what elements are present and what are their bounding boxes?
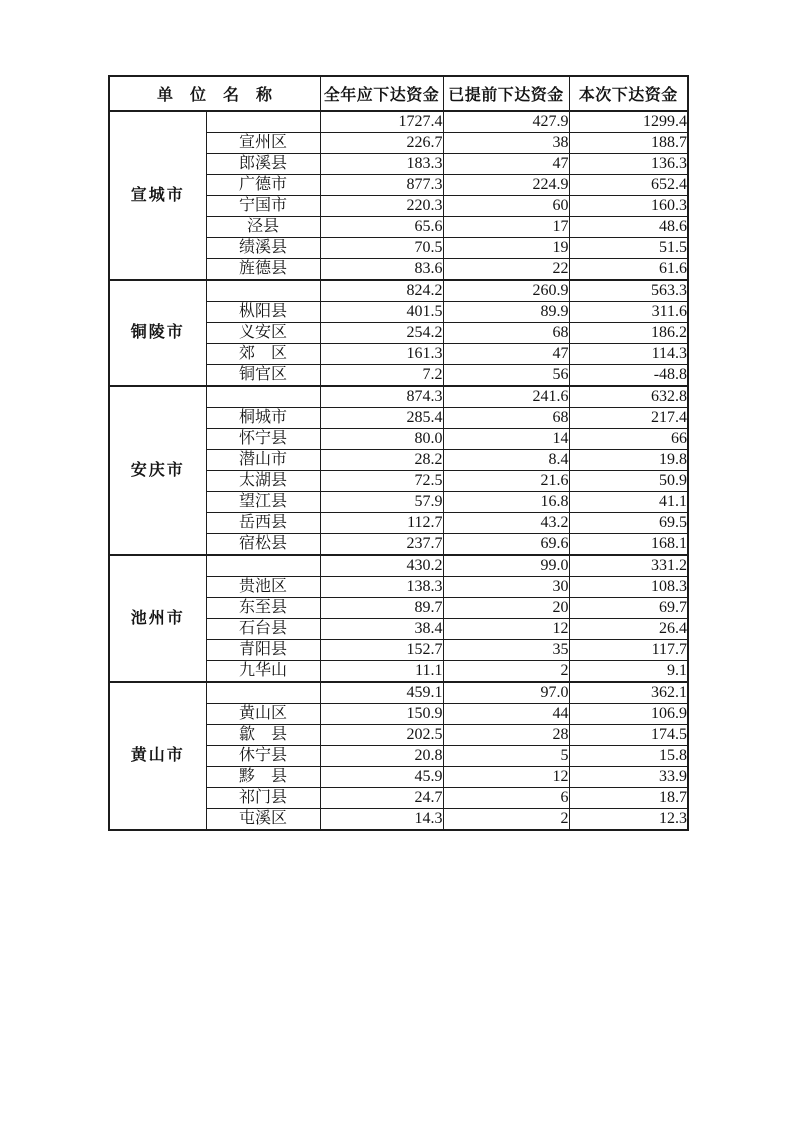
annual-funds-cell: 285.4: [320, 408, 443, 429]
annual-funds-cell: 874.3: [320, 386, 443, 408]
district-cell: [206, 280, 320, 302]
district-cell: 休宁县: [206, 746, 320, 767]
current-issue-funds-cell: 33.9: [569, 767, 688, 788]
annual-funds-cell: 70.5: [320, 238, 443, 259]
current-issue-funds-cell: 136.3: [569, 154, 688, 175]
district-cell: 黟 县: [206, 767, 320, 788]
group-summary-row: [109, 386, 688, 408]
current-issue-funds-cell: 9.1: [569, 661, 688, 683]
current-issue-funds-cell: 186.2: [569, 323, 688, 344]
pre-issued-funds-cell: 30: [443, 577, 569, 598]
current-issue-funds-cell: 19.8: [569, 450, 688, 471]
group-summary-row: [109, 682, 688, 704]
current-issue-funds-cell: 69.7: [569, 598, 688, 619]
table-header: [109, 76, 688, 111]
annual-funds-cell: 152.7: [320, 640, 443, 661]
annual-funds-cell: 14.3: [320, 809, 443, 831]
current-issue-funds-cell: 168.1: [569, 534, 688, 556]
district-cell: 宣州区: [206, 133, 320, 154]
current-issue-funds-cell: 66: [569, 429, 688, 450]
annual-funds-cell: 1727.4: [320, 111, 443, 133]
pre-issued-funds-cell: 97.0: [443, 682, 569, 704]
pre-issued-funds-cell: 2: [443, 661, 569, 683]
annual-funds-cell: 65.6: [320, 217, 443, 238]
district-cell: 绩溪县: [206, 238, 320, 259]
annual-funds-cell: 877.3: [320, 175, 443, 196]
pre-issued-funds-cell: 22: [443, 259, 569, 281]
district-cell: 怀宁县: [206, 429, 320, 450]
district-cell: 潜山市: [206, 450, 320, 471]
header-unit-name: 单 位 名 称: [109, 76, 320, 111]
pre-issued-funds-cell: 38: [443, 133, 569, 154]
district-cell: [206, 555, 320, 577]
annual-funds-cell: 430.2: [320, 555, 443, 577]
pre-issued-funds-cell: 241.6: [443, 386, 569, 408]
district-cell: [206, 682, 320, 704]
district-cell: 石台县: [206, 619, 320, 640]
district-cell: 义安区: [206, 323, 320, 344]
current-issue-funds-cell: 362.1: [569, 682, 688, 704]
district-cell: [206, 111, 320, 133]
district-cell: 贵池区: [206, 577, 320, 598]
annual-funds-cell: 150.9: [320, 704, 443, 725]
pre-issued-funds-cell: 68: [443, 323, 569, 344]
pre-issued-funds-cell: 224.9: [443, 175, 569, 196]
header-current-issue: 本次下达资金: [569, 76, 688, 111]
group-summary-row: [109, 280, 688, 302]
annual-funds-cell: 401.5: [320, 302, 443, 323]
header-annual-due: 全年应下达资金: [320, 76, 443, 111]
district-cell: 祁门县: [206, 788, 320, 809]
annual-funds-cell: 161.3: [320, 344, 443, 365]
annual-funds-cell: 72.5: [320, 471, 443, 492]
pre-issued-funds-cell: 89.9: [443, 302, 569, 323]
annual-funds-cell: 57.9: [320, 492, 443, 513]
annual-funds-cell: 83.6: [320, 259, 443, 281]
current-issue-funds-cell: 652.4: [569, 175, 688, 196]
district-cell: 枞阳县: [206, 302, 320, 323]
annual-funds-cell: 38.4: [320, 619, 443, 640]
pre-issued-funds-cell: 56: [443, 365, 569, 387]
annual-funds-cell: 220.3: [320, 196, 443, 217]
pre-issued-funds-cell: 20: [443, 598, 569, 619]
current-issue-funds-cell: 114.3: [569, 344, 688, 365]
annual-funds-cell: 183.3: [320, 154, 443, 175]
current-issue-funds-cell: 1299.4: [569, 111, 688, 133]
current-issue-funds-cell: 26.4: [569, 619, 688, 640]
current-issue-funds-cell: 15.8: [569, 746, 688, 767]
pre-issued-funds-cell: 44: [443, 704, 569, 725]
current-issue-funds-cell: 217.4: [569, 408, 688, 429]
current-issue-funds-cell: 41.1: [569, 492, 688, 513]
current-issue-funds-cell: 108.3: [569, 577, 688, 598]
annual-funds-cell: 28.2: [320, 450, 443, 471]
district-cell: 东至县: [206, 598, 320, 619]
district-cell: 宿松县: [206, 534, 320, 556]
district-cell: 望江县: [206, 492, 320, 513]
pre-issued-funds-cell: 60: [443, 196, 569, 217]
annual-funds-cell: 20.8: [320, 746, 443, 767]
header-row: [109, 76, 688, 111]
pre-issued-funds-cell: 6: [443, 788, 569, 809]
district-cell: 青阳县: [206, 640, 320, 661]
current-issue-funds-cell: 117.7: [569, 640, 688, 661]
pre-issued-funds-cell: 43.2: [443, 513, 569, 534]
pre-issued-funds-cell: 47: [443, 344, 569, 365]
district-cell: 太湖县: [206, 471, 320, 492]
annual-funds-cell: 138.3: [320, 577, 443, 598]
district-cell: 铜官区: [206, 365, 320, 387]
current-issue-funds-cell: -48.8: [569, 365, 688, 387]
pre-issued-funds-cell: 17: [443, 217, 569, 238]
group-summary-row: [109, 555, 688, 577]
current-issue-funds-cell: 563.3: [569, 280, 688, 302]
city-cell: 池州市: [109, 555, 206, 682]
pre-issued-funds-cell: 19: [443, 238, 569, 259]
pre-issued-funds-cell: 14: [443, 429, 569, 450]
pre-issued-funds-cell: 16.8: [443, 492, 569, 513]
district-cell: 黄山区: [206, 704, 320, 725]
current-issue-funds-cell: 160.3: [569, 196, 688, 217]
annual-funds-cell: 45.9: [320, 767, 443, 788]
current-issue-funds-cell: 106.9: [569, 704, 688, 725]
district-cell: 广德市: [206, 175, 320, 196]
current-issue-funds-cell: 311.6: [569, 302, 688, 323]
pre-issued-funds-cell: 35: [443, 640, 569, 661]
annual-funds-cell: 202.5: [320, 725, 443, 746]
district-cell: 郊 区: [206, 344, 320, 365]
district-cell: 岳西县: [206, 513, 320, 534]
pre-issued-funds-cell: 28: [443, 725, 569, 746]
funds-allocation-table: [108, 75, 689, 831]
annual-funds-cell: 11.1: [320, 661, 443, 683]
city-cell: 黄山市: [109, 682, 206, 830]
city-cell: 宣城市: [109, 111, 206, 280]
pre-issued-funds-cell: 2: [443, 809, 569, 831]
current-issue-funds-cell: 51.5: [569, 238, 688, 259]
annual-funds-cell: 112.7: [320, 513, 443, 534]
current-issue-funds-cell: 61.6: [569, 259, 688, 281]
annual-funds-cell: 237.7: [320, 534, 443, 556]
annual-funds-cell: 80.0: [320, 429, 443, 450]
current-issue-funds-cell: 188.7: [569, 133, 688, 154]
district-cell: 歙 县: [206, 725, 320, 746]
pre-issued-funds-cell: 5: [443, 746, 569, 767]
district-cell: 泾县: [206, 217, 320, 238]
current-issue-funds-cell: 632.8: [569, 386, 688, 408]
district-cell: [206, 386, 320, 408]
district-cell: 九华山: [206, 661, 320, 683]
table-body: [109, 111, 688, 830]
district-cell: 郎溪县: [206, 154, 320, 175]
group-summary-row: [109, 111, 688, 133]
header-pre-issued: 已提前下达资金: [443, 76, 569, 111]
current-issue-funds-cell: 12.3: [569, 809, 688, 831]
district-cell: 屯溪区: [206, 809, 320, 831]
current-issue-funds-cell: 174.5: [569, 725, 688, 746]
current-issue-funds-cell: 48.6: [569, 217, 688, 238]
district-cell: 旌德县: [206, 259, 320, 281]
pre-issued-funds-cell: 427.9: [443, 111, 569, 133]
annual-funds-cell: 226.7: [320, 133, 443, 154]
annual-funds-cell: 7.2: [320, 365, 443, 387]
annual-funds-cell: 459.1: [320, 682, 443, 704]
pre-issued-funds-cell: 12: [443, 619, 569, 640]
pre-issued-funds-cell: 99.0: [443, 555, 569, 577]
city-cell: 铜陵市: [109, 280, 206, 386]
annual-funds-cell: 24.7: [320, 788, 443, 809]
district-cell: 宁国市: [206, 196, 320, 217]
current-issue-funds-cell: 69.5: [569, 513, 688, 534]
annual-funds-cell: 89.7: [320, 598, 443, 619]
annual-funds-cell: 254.2: [320, 323, 443, 344]
pre-issued-funds-cell: 8.4: [443, 450, 569, 471]
pre-issued-funds-cell: 21.6: [443, 471, 569, 492]
pre-issued-funds-cell: 260.9: [443, 280, 569, 302]
current-issue-funds-cell: 50.9: [569, 471, 688, 492]
annual-funds-cell: 824.2: [320, 280, 443, 302]
pre-issued-funds-cell: 68: [443, 408, 569, 429]
pre-issued-funds-cell: 12: [443, 767, 569, 788]
district-cell: 桐城市: [206, 408, 320, 429]
current-issue-funds-cell: 331.2: [569, 555, 688, 577]
pre-issued-funds-cell: 69.6: [443, 534, 569, 556]
pre-issued-funds-cell: 47: [443, 154, 569, 175]
city-cell: 安庆市: [109, 386, 206, 555]
current-issue-funds-cell: 18.7: [569, 788, 688, 809]
